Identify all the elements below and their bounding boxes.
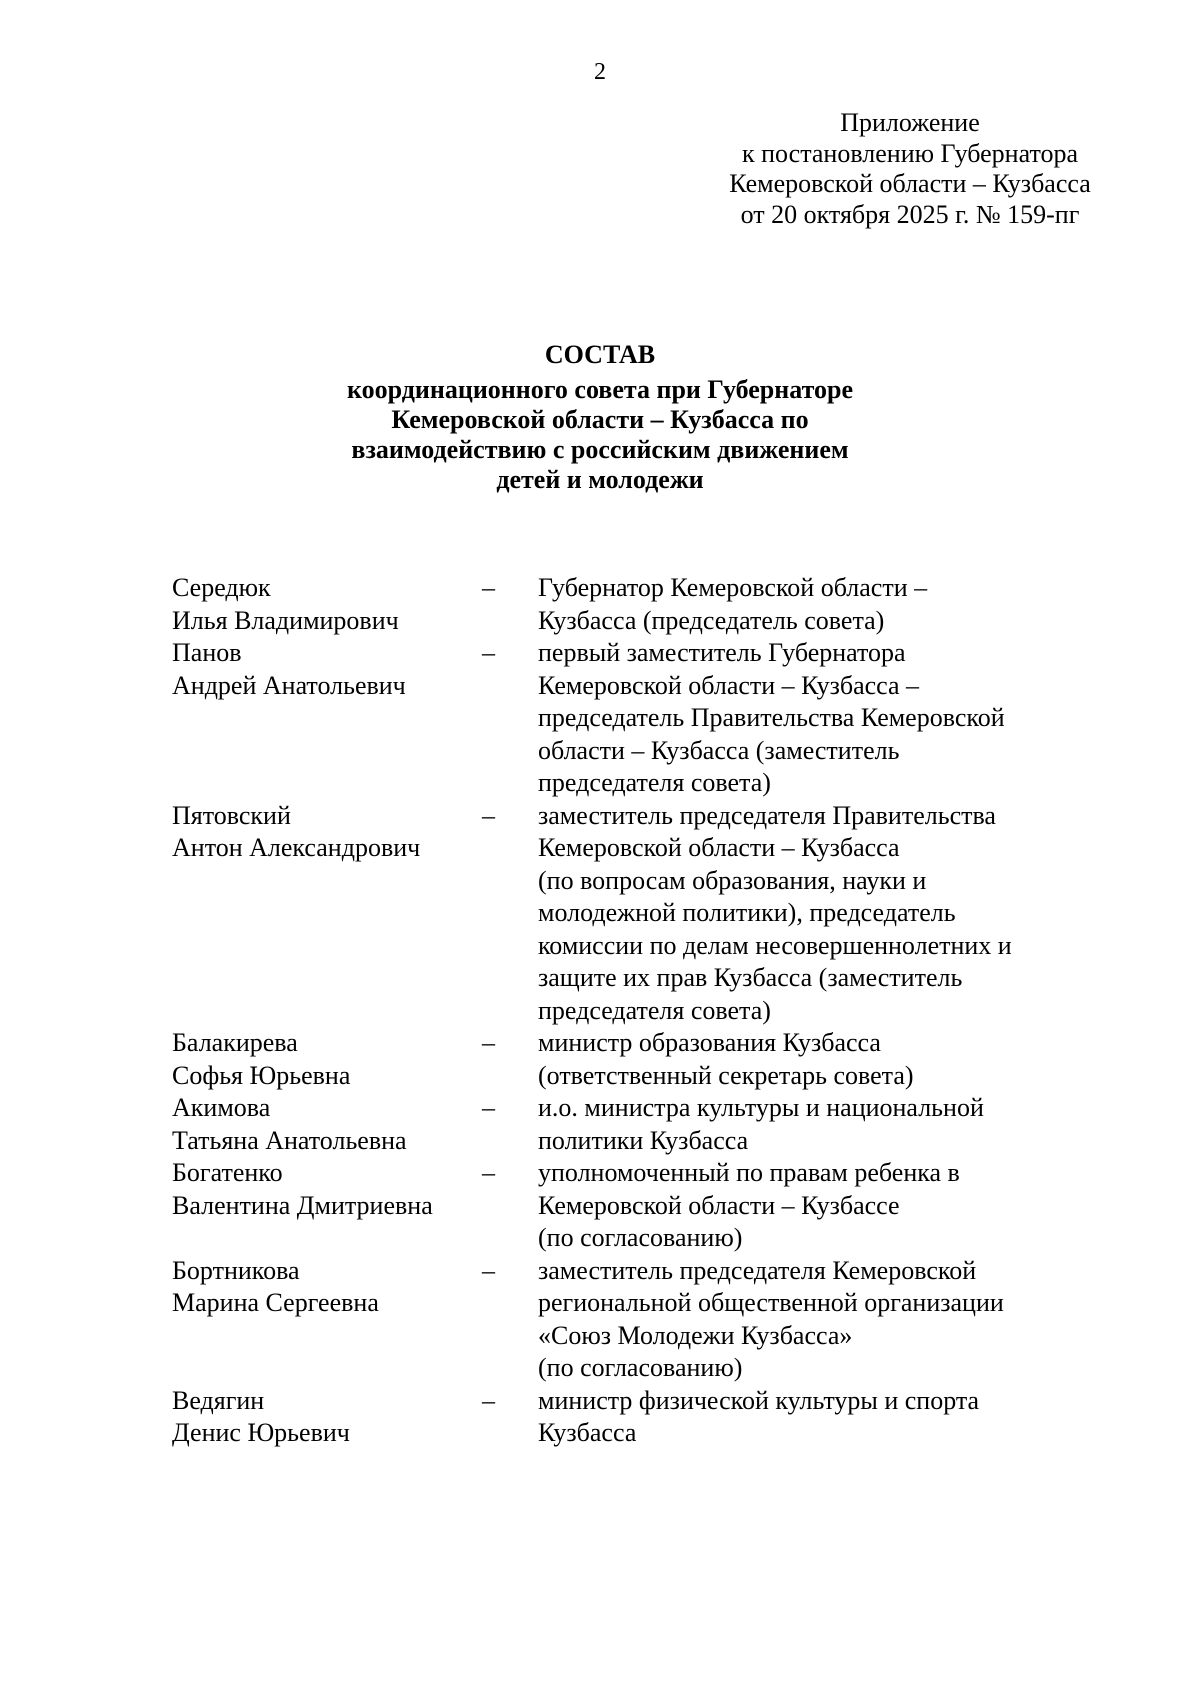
member-row <box>172 637 1092 800</box>
member-given-name: Андрей Анатольевич <box>172 670 406 700</box>
page-number: 2 <box>594 59 606 85</box>
member-role: первый заместитель Губернатора Кемеровской области – Кузбасса – председатель Правительства Кемеровской области – Кузбасса (заместитель председателя совета) <box>538 638 1005 797</box>
member-surname: Балакирева <box>172 1028 298 1057</box>
member-name <box>172 1385 482 1450</box>
member-name <box>172 572 482 637</box>
member-row <box>172 1255 1092 1385</box>
member-row <box>172 1385 1092 1450</box>
member-surname: Богатенко <box>172 1158 283 1187</box>
title-subtitle-line: координационного совета при Губернаторе <box>346 375 854 404</box>
member-given-name: Денис Юрьевич <box>172 1418 350 1447</box>
title-main: СОСТАВ <box>544 340 656 369</box>
member-given-name: Софья Юрьевна <box>172 1060 351 1090</box>
member-given-name: Илья Владимирович <box>172 605 399 635</box>
member-role: заместитель председателя Правительства Кемеровской области – Кузбасса (по вопросам образования, науки и молодежной политики), председатель комиссии по делам несовершеннолетних и защите их прав Кузбасса (заместитель председателя совета) <box>538 800 1012 1025</box>
member-dash: – <box>482 638 495 667</box>
member-row <box>172 1157 1092 1255</box>
member-row <box>172 800 1092 1028</box>
member-role: и.о. министра культуры и национальной политики Кузбасса <box>538 1093 984 1155</box>
member-dash: – <box>482 1255 495 1285</box>
title-subtitle-line: взаимодействию с российским движением <box>351 435 849 464</box>
member-given-name: Валентина Дмитриевна <box>172 1190 433 1220</box>
member-given-name: Марина Сергеевна <box>172 1288 379 1317</box>
appendix-line: к постановлению Губернатора <box>741 138 1079 168</box>
member-role: уполномоченный по правам ребенка в Кемеровской области – Кузбассе (по согласованию) <box>538 1158 960 1252</box>
member-surname: Середюк <box>172 573 271 602</box>
appendix-line: Приложение <box>840 108 980 137</box>
member-role: министр физической культуры и спорта Кузбасса <box>538 1385 980 1447</box>
member-surname: Панов <box>172 638 242 667</box>
member-dash: – <box>482 573 495 602</box>
appendix-header <box>680 108 1140 230</box>
appendix-line: от 20 октября 2025 г. № 159-пг <box>740 199 1080 229</box>
member-dash: – <box>482 1158 495 1187</box>
member-name <box>172 1092 482 1157</box>
member-dash: – <box>482 800 495 830</box>
member-row <box>172 1092 1092 1157</box>
appendix-line: Кемеровской области – Кузбасса <box>729 169 1091 198</box>
member-surname: Бортникова <box>172 1255 300 1285</box>
member-surname: Пятовский <box>172 800 291 830</box>
member-role: министр образования Кузбасса (ответственный секретарь совета) <box>538 1028 914 1090</box>
member-surname: Акимова <box>172 1093 271 1122</box>
member-dash: – <box>482 1093 495 1122</box>
member-given-name: Антон Александрович <box>172 833 421 862</box>
document-title <box>0 340 1200 495</box>
member-name <box>172 1027 482 1092</box>
member-name <box>172 1157 482 1222</box>
title-subtitle-line: детей и молодежи <box>496 465 704 494</box>
member-surname: Ведягин <box>172 1385 265 1415</box>
member-name <box>172 637 482 702</box>
member-role: Губернатор Кемеровской области – Кузбасса (председатель совета) <box>538 573 928 635</box>
member-role: заместитель председателя Кемеровской региональной общественной организации «Союз Молодежи Кузбасса» (по согласованию) <box>538 1255 1004 1382</box>
members-list <box>172 572 1092 1450</box>
member-dash: – <box>482 1028 495 1057</box>
title-subtitle-line: Кемеровской области – Кузбасса по <box>391 405 809 434</box>
member-row <box>172 1027 1092 1092</box>
member-row <box>172 572 1092 637</box>
member-name <box>172 1255 482 1320</box>
member-dash: – <box>482 1385 495 1415</box>
member-name <box>172 800 482 865</box>
member-given-name: Татьяна Анатольевна <box>172 1125 407 1155</box>
